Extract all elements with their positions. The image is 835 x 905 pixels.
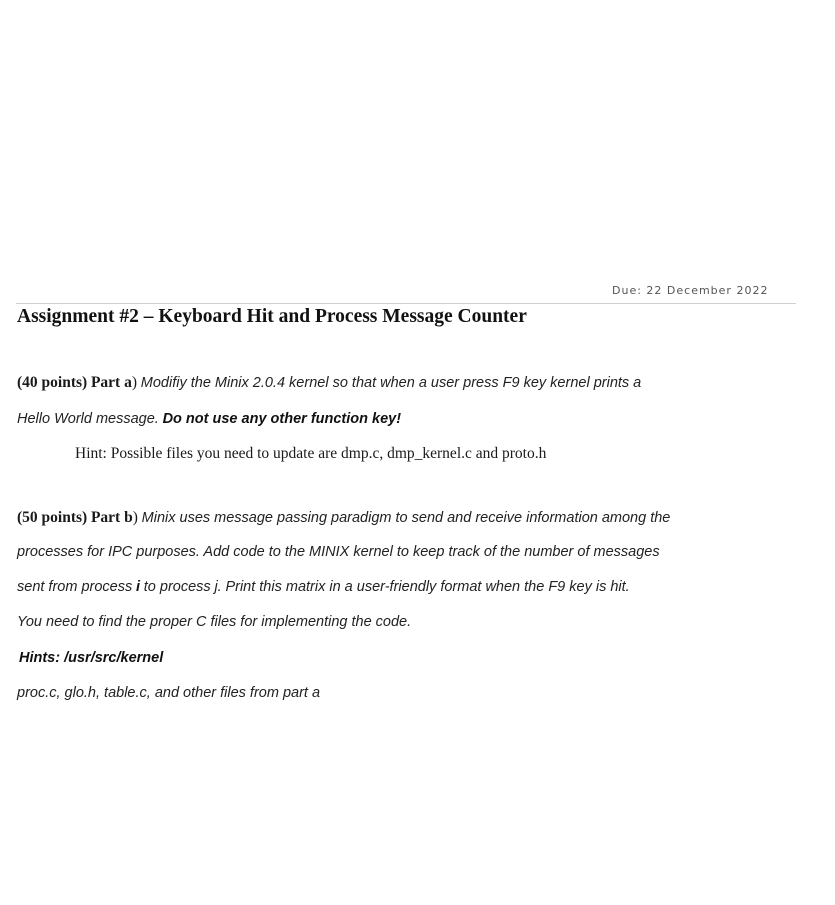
part-a-label-suffix: ): [131, 374, 138, 391]
part-b-var-i: i: [136, 579, 141, 595]
part-b-text-2: processes for IPC purposes. Add code to the MINIX kernel to keep track of the number of messages: [17, 544, 660, 560]
part-b-text-1: Minix uses message passing paradigm to send and receive information among the: [141, 510, 671, 526]
part-b-text-3c: Print this matrix in a user-friendly format when the F9 key is hit.: [225, 579, 630, 595]
part-b-hint-files: [17, 685, 320, 702]
clipped-due-date-header: Due: 22 December 2022: [612, 284, 769, 297]
header-rule: [16, 303, 796, 304]
part-b-line-3: [17, 579, 630, 596]
part-a-label: Part a: [90, 374, 132, 391]
part-b-label: Part b: [90, 509, 133, 526]
part-a-emphasis: Do not use any other function key!: [162, 411, 402, 427]
part-b-line-1: [17, 509, 670, 527]
document-title: Assignment #2 – Keyboard Hit and Process Message Counter: [17, 306, 527, 327]
part-b-hints: [19, 650, 163, 667]
part-b-line-2: [17, 544, 660, 561]
part-b-text-3a: sent from process: [17, 579, 133, 595]
part-b-var-j: j.: [214, 579, 222, 595]
part-a-line-2: [17, 411, 401, 428]
part-b-text-3b: to process: [143, 579, 211, 595]
part-b-text-4: You need to find the proper C files for implementing the code.: [17, 614, 412, 630]
part-a-points: (40 points): [17, 374, 88, 391]
part-a-text-2: Hello World message.: [17, 411, 159, 427]
part-a-hint: [75, 445, 546, 463]
part-a-line-1: [17, 374, 641, 392]
part-b-points: (50 points): [17, 509, 88, 526]
part-a-text-1: Modifiy the Minix 2.0.4 kernel so that when a user press F9 key kernel prints a: [140, 375, 642, 391]
part-b-hint-files-text: proc.c, glo.h, table.c, and other files from part a: [17, 685, 321, 701]
part-b-line-4: [17, 614, 411, 631]
part-b-label-suffix: ): [132, 509, 138, 526]
part-b-hints-label: Hints: /usr/src/kernel: [19, 650, 164, 666]
part-a-hint-text: Hint: Possible files you need to update are dmp.c, dmp_kernel.c and proto.h: [75, 445, 547, 462]
